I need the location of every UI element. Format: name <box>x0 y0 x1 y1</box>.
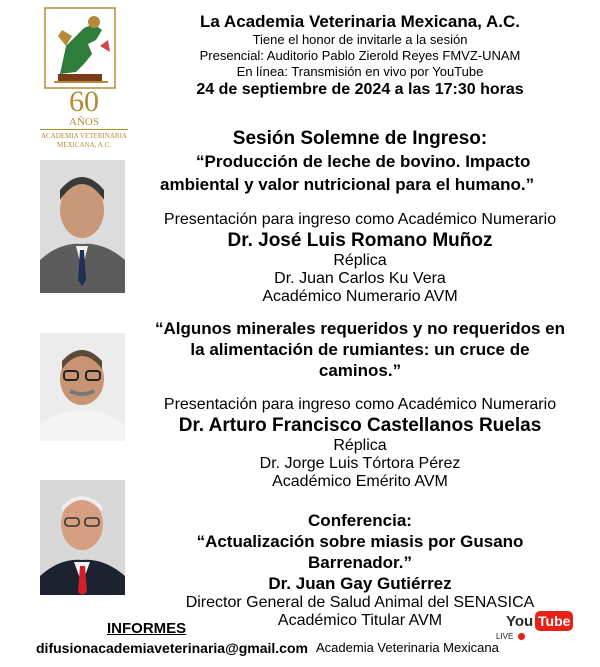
session1-title-line1: “Producción de leche de bovino. Impacto <box>196 152 531 171</box>
logo-divider <box>40 129 128 130</box>
session1-title-line2: ambiental y valor nutricional para el humano.” <box>160 175 535 194</box>
live-dot-icon <box>518 633 525 640</box>
invite-line: Tiene el honor de invitarle a la sesión <box>252 32 468 47</box>
person-photo-icon <box>40 160 125 293</box>
session2-title-line1: “Algunos minerales requeridos y no requeridos en <box>155 319 565 338</box>
session2-speaker-name: Dr. Arturo Francisco Castellanos Ruelas <box>178 415 542 436</box>
event-date: 24 de septiembre de 2024 a las 17:30 horas <box>196 81 524 98</box>
youtube-tube-text: Tube <box>535 611 573 631</box>
portrait-romano <box>40 160 125 293</box>
logo-number: 60 <box>69 85 99 118</box>
conference-title-line2: Barrenador.” <box>308 553 412 572</box>
contact-email[interactable]: difusionacademiaveterinaria@gmail.com <box>36 640 308 656</box>
session2-reply-name: Dr. Jorge Luis Tórtora Pérez <box>259 455 461 472</box>
session2-title-line3: caminos.” <box>318 361 402 380</box>
portrait-gay <box>40 480 125 595</box>
session-heading: Sesión Solemne de Ingreso: <box>232 128 488 149</box>
footer-org: Academia Veterinaria Mexicana <box>316 640 499 655</box>
org-title: La Academia Veterinaria Mexicana, A.C. <box>200 12 520 31</box>
session1-reply-name: Dr. Juan Carlos Ku Vera <box>274 270 446 287</box>
youtube-you-text: You <box>506 613 534 630</box>
portrait-castellanos <box>40 333 125 441</box>
informes-label: INFORMES <box>107 620 187 637</box>
session2-reply-role: Académico Emérito AVM <box>272 473 448 490</box>
session2-presentation: Presentación para ingreso como Académico Numerario <box>163 396 557 413</box>
session1-speaker-name: Dr. José Luis Romano Muñoz <box>227 230 493 251</box>
youtube-logo[interactable] <box>496 611 571 645</box>
person-photo-icon <box>40 480 125 595</box>
online-line: En línea: Transmisión en vivo por YouTube <box>236 64 484 79</box>
logo-org-line1: ACADEMIA VETERINARIA <box>40 132 127 140</box>
conference-title-line1: “Actualización sobre miasis por Gusano <box>196 532 524 551</box>
session1-reply-label: Réplica <box>333 252 387 269</box>
session1-presentation: Presentación para ingreso como Académico Numerario <box>163 211 557 228</box>
session1-reply-role: Académico Numerario AVM <box>262 288 458 305</box>
session2-reply-label: Réplica <box>333 437 387 454</box>
logo-org-line2: MEXICANA, A.C. <box>56 141 112 149</box>
presential-line: Presencial: Auditorio Pablo Zierold Reyes FMVZ-UNAM <box>199 48 521 63</box>
conference-heading: Conferencia: <box>308 511 412 530</box>
conference-role-line1: Director General de Salud Animal del SENASICA <box>185 594 535 611</box>
logo-years: AÑOS <box>69 116 99 128</box>
conference-role-line2: Académico Titular AVM <box>277 612 443 629</box>
conference-speaker-name: Dr. Juan Gay Gutiérrez <box>268 574 452 593</box>
live-label: LIVE <box>496 632 514 641</box>
academy-logo <box>36 6 132 156</box>
session2-title-line2: la alimentación de rumiantes: un cruce de <box>190 340 530 359</box>
person-photo-icon <box>40 333 125 441</box>
